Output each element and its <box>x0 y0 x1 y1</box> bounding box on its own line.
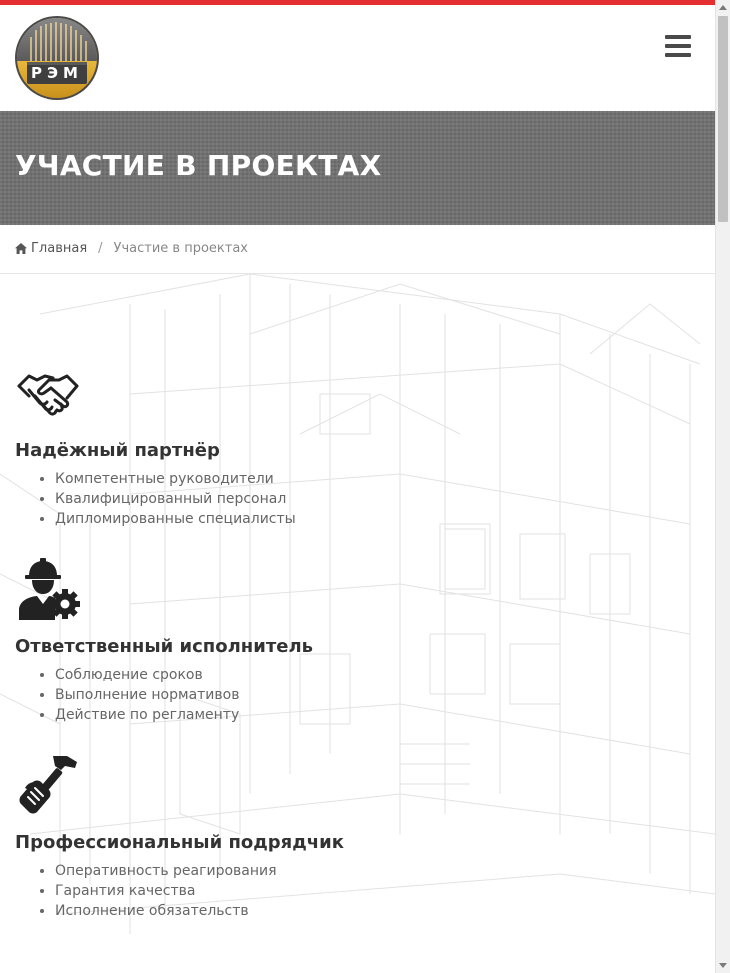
breadcrumb-current: Участие в проектах <box>113 241 248 256</box>
page-title: УЧАСТИЕ В ПРОЕКТАХ <box>15 149 382 182</box>
breadcrumb-separator: / <box>98 241 103 256</box>
hand-hammer-icon <box>15 752 81 818</box>
list-item: • Исполнение обязательств <box>55 901 615 921</box>
feature-list <box>15 469 615 529</box>
page-banner <box>0 111 715 225</box>
list-item: • Квалифицированный персонал <box>55 489 615 509</box>
logo-text: РЭМ <box>31 64 83 82</box>
list-item: • Соблюдение сроков <box>55 665 615 685</box>
feature-list <box>15 861 615 921</box>
feature-title: Надёжный партнёр <box>15 440 220 461</box>
site-logo[interactable] <box>14 15 100 101</box>
feature-title: Профессиональный подрядчик <box>15 832 344 853</box>
handshake-icon <box>15 360 81 426</box>
feature-title: Ответственный исполнитель <box>15 636 314 657</box>
hamburger-menu-icon[interactable] <box>665 35 691 57</box>
list-item: • Дипломированные специалисты <box>55 509 615 529</box>
site-header <box>0 5 715 111</box>
breadcrumb-home-link[interactable] <box>15 241 87 256</box>
list-item: • Гарантия качества <box>55 881 615 901</box>
feature-professional-contractor <box>15 752 615 921</box>
scroll-down-arrow-icon[interactable] <box>719 963 727 968</box>
breadcrumb-home-label: Главная <box>31 241 88 256</box>
engineer-gear-icon <box>15 556 81 622</box>
list-item: • Компетентные руководители <box>55 469 615 489</box>
list-item: • Действие по регламенту <box>55 705 615 725</box>
home-icon <box>15 243 27 254</box>
page-scrollbar[interactable] <box>715 0 730 973</box>
scrollbar-thumb[interactable] <box>718 16 728 222</box>
breadcrumb <box>0 225 715 274</box>
list-item: • Оперативность реагирования <box>55 861 615 881</box>
scroll-up-arrow-icon[interactable] <box>719 5 727 10</box>
feature-reliable-partner <box>15 360 615 529</box>
logo-emblem-icon <box>14 15 100 101</box>
content-area <box>0 274 715 973</box>
feature-responsible-contractor <box>15 556 615 725</box>
feature-list <box>15 665 615 725</box>
list-item: • Выполнение нормативов <box>55 685 615 705</box>
